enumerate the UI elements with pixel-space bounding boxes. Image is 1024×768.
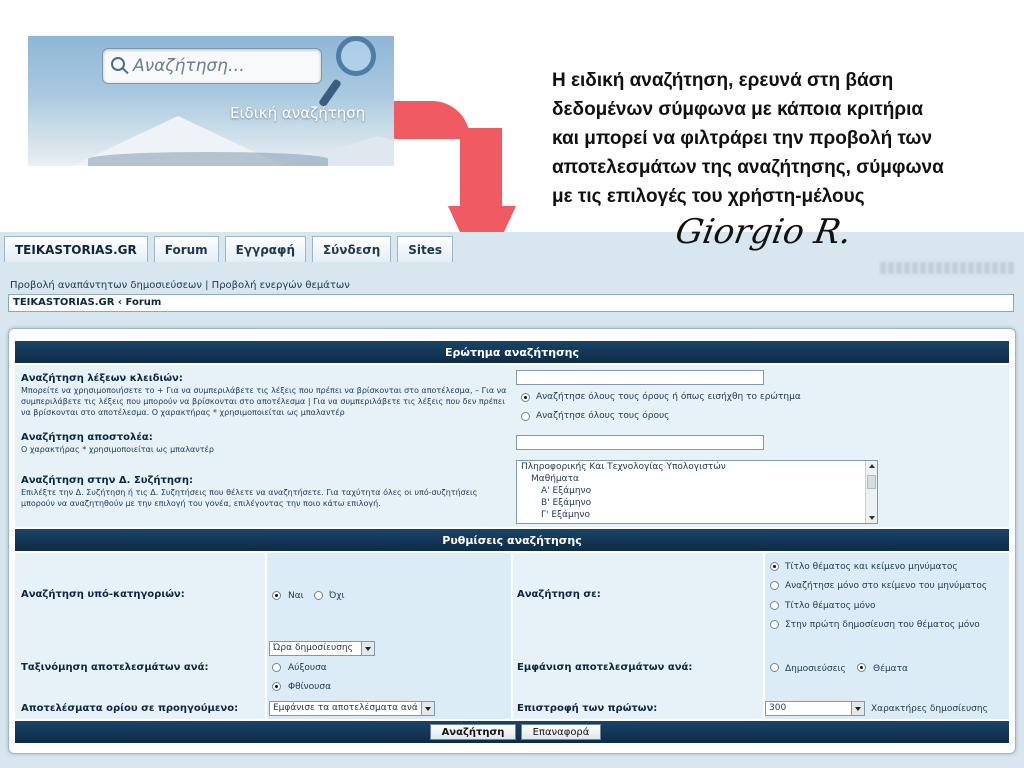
settings-col-4 xyxy=(765,553,1009,719)
list-item[interactable]: Πληροφορικής Και Τεχνολογίας Υπολογιστών xyxy=(521,462,726,472)
settings-col-3 xyxy=(513,553,763,719)
author-input[interactable] xyxy=(516,435,764,450)
subforums-yes-label: Ναι xyxy=(288,591,304,601)
sort-descending-label: Φθίνουσα xyxy=(288,682,332,692)
time-limit-select[interactable] xyxy=(269,701,435,716)
search-icon xyxy=(111,57,125,71)
subforums-no-label: Όχι xyxy=(329,591,345,601)
scroll-up-icon[interactable] xyxy=(869,464,875,468)
blurred-date-text xyxy=(880,262,1016,274)
section-header-settings: Ρυθμίσεις αναζήτησης xyxy=(15,529,1009,551)
search-input[interactable] xyxy=(102,48,322,84)
form-footer xyxy=(15,721,1009,743)
return-first-value: 300 xyxy=(769,703,787,713)
forest-shape xyxy=(88,152,328,166)
search-in-option: Αναζήτησε μόνο στο κείμενο του μηνύματος xyxy=(785,581,988,591)
author-label: Αναζήτηση αποστολέα: xyxy=(21,432,153,443)
tab-forum[interactable]: Forum xyxy=(154,236,219,262)
sort-ascending-label: Αύξουσα xyxy=(288,663,327,673)
list-item[interactable]: Μαθήματα xyxy=(531,474,579,484)
arrow-shape xyxy=(460,128,502,208)
terms-all-radio[interactable] xyxy=(521,393,530,402)
forum-listbox[interactable] xyxy=(516,460,878,524)
subforums-yes-radio[interactable] xyxy=(272,591,281,600)
display-posts-label: Δημοσιεύσεις xyxy=(785,664,846,674)
return-first-select[interactable] xyxy=(765,701,865,716)
sort-ascending-radio[interactable] xyxy=(272,663,281,672)
search-in-option: Τίτλο θέματος μόνο xyxy=(785,601,876,611)
search-placeholder: Αναζήτηση… xyxy=(133,56,245,76)
breadcrumb[interactable]: TEIKASTORIAS.GR ‹ Forum xyxy=(8,294,1014,312)
signature: Giorgio R. xyxy=(672,212,855,252)
tab-register[interactable]: Εγγραφή xyxy=(225,236,306,262)
return-first-label: Επιστροφή των πρώτων: xyxy=(517,703,658,714)
chevron-down-icon[interactable] xyxy=(421,702,434,715)
chevron-down-icon[interactable] xyxy=(851,702,864,715)
keywords-hint: Μπορείτε να χρησιμοποιήσετε το + Για να συμπεριλάβετε τις λέξεις που πρέπει να βρίσκονται στο αποτέλεσμα, – Για να συμπεριλάβετε τις λέξεις που μπορούν να βρίσκονται στο αποτέλεσμα | Για να συμπεριλάβετε τις λέξεις που δεν πρέπει να βρίσκονται στο αποτέλεσμα. Ο χαρακτήρας * χρησιμοποιείται ως μπαλαντέρ xyxy=(21,386,507,417)
sort-label: Ταξινόμηση αποτελεσμάτων ανά: xyxy=(21,662,209,673)
list-item[interactable]: Γ' Εξάμηνο xyxy=(541,510,590,520)
quick-links[interactable]: Προβολή αναπάντητων δημοσιεύσεων | Προβολή ενεργών θεμάτων xyxy=(10,280,350,291)
list-item[interactable]: Β' Εξάμηνο xyxy=(541,498,592,508)
scroll-thumb[interactable] xyxy=(867,475,876,489)
nav-tabs xyxy=(4,236,459,262)
display-topics-radio[interactable] xyxy=(857,663,866,672)
display-posts-radio[interactable] xyxy=(770,663,779,672)
tab-login[interactable]: Σύνδεση xyxy=(312,236,391,262)
arrow-shape xyxy=(394,101,470,139)
display-label: Εμφάνιση αποτελεσμάτων ανά: xyxy=(517,662,693,673)
search-in-radio[interactable] xyxy=(770,562,779,571)
terms-any-label: Αναζήτησε όλους τους όρους xyxy=(536,411,670,421)
settings-col-2 xyxy=(267,553,511,719)
reset-button[interactable]: Επαναφορά xyxy=(521,724,601,740)
sort-by-value: Ώρα δημοσίευσης xyxy=(273,643,353,653)
keywords-label: Αναζήτηση λέξεων κλειδιών: xyxy=(21,373,183,384)
scroll-down-icon[interactable] xyxy=(869,516,875,520)
chevron-down-icon[interactable] xyxy=(361,642,374,655)
search-in-option: Τίτλο θέματος και κείμενο μηνύματος xyxy=(785,562,958,572)
listbox-scrollbar[interactable] xyxy=(865,461,877,523)
terms-all-label: Αναζήτησε όλους τους όρους ή όπως εισήχθη το ερώτημα xyxy=(536,392,801,402)
list-item[interactable]: Α' Εξάμηνο xyxy=(541,486,592,496)
advanced-search-link[interactable]: Ειδική αναζήτηση xyxy=(230,104,366,122)
search-in-label: Αναζήτηση σε: xyxy=(517,589,601,600)
settings-col-1 xyxy=(15,553,265,719)
tab-sites[interactable]: Sites xyxy=(397,236,453,262)
search-banner-image xyxy=(28,36,394,166)
subforums-label: Αναζήτηση υπό-κατηγοριών: xyxy=(21,589,185,600)
subforums-no-radio[interactable] xyxy=(314,591,323,600)
forum-label: Αναζήτηση στην Δ. Συζήτηση: xyxy=(21,475,193,486)
time-limit-value: Εμφάνισε τα αποτελέσματα ανά xyxy=(273,703,418,713)
sort-descending-radio[interactable] xyxy=(272,682,281,691)
description-text: Η ειδική αναζήτηση, ερευνά στη βάση δεδομένων σύμφωνα με κάποια κριτήρια και μπορεί να φιλτράρει την προβολή των αποτελεσμάτων της αναζήτησης, σύμφωνα με τις επιλογές του χρήστη-μέλους xyxy=(552,70,944,207)
forum-hint: Επιλέξτε την Δ. Συζήτηση ή τις Δ. Συζητήσεις που θέλετε να αναζητήσετε. Για ταχύτητα όλες οι υπό-συζητήσεις μπορούν να αναζητηθούν με την επιλογή του γονέα, επιλέγοντας την ποιο κάτω επιλογή. xyxy=(21,488,478,508)
chars-label: Χαρακτήρες δημοσίευσης xyxy=(871,704,988,714)
search-button[interactable]: Αναζήτηση xyxy=(430,724,516,740)
tab-home[interactable]: TEIKASTORIAS.GR xyxy=(4,236,148,262)
forum-page xyxy=(0,232,1024,768)
search-in-option: Στην πρώτη δημοσίευση του θέματος μόνο xyxy=(785,620,980,630)
author-hint: Ο χαρακτήρας * χρησιμοποιείται ως μπαλαντέρ xyxy=(21,445,214,454)
search-in-radio[interactable] xyxy=(770,620,779,629)
display-topics-label: Θέματα xyxy=(873,664,908,674)
search-in-radio[interactable] xyxy=(770,601,779,610)
sort-by-select[interactable] xyxy=(269,641,375,656)
search-form-panel xyxy=(8,328,1016,754)
magnifier-icon[interactable] xyxy=(336,36,376,76)
section-header-query: Ερώτημα αναζήτησης xyxy=(15,341,1009,363)
keywords-input[interactable] xyxy=(516,370,764,385)
terms-any-radio[interactable] xyxy=(521,412,530,421)
time-limit-label: Αποτελέσματα ορίου σε προηγούμενο: xyxy=(21,703,239,714)
search-in-radio[interactable] xyxy=(770,581,779,590)
